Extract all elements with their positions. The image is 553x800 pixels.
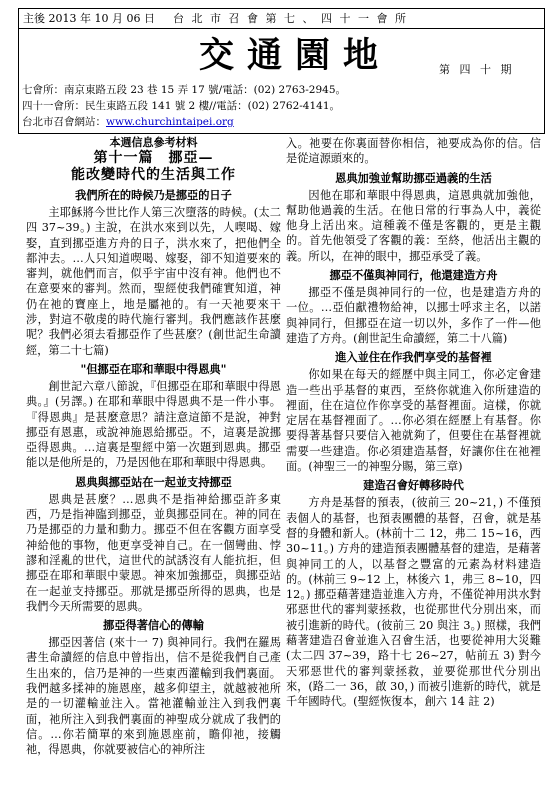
continued-paragraph: 入。祂要在你裏面替你相信，祂要成為你的信。信是從這源頭來的。 — [286, 137, 541, 166]
address-hall-41: 四十一會所：民生東路五段 141 號 2 樓//電話：(02) 2762-4141。 — [22, 100, 341, 112]
issue-number: 第 四 十 期 — [439, 63, 515, 76]
section-paragraph: 主耶穌將今世比作人第三次墮落的時候。(太二四 37~39。) 主說，在洪水來到以先，人喫喝、嫁娶，直到挪亞進方舟的日子，洪水來了，把他們全都沖去。…人只知道喫喝、嫁娶，卻不知道要來的審判，就他們而言，似乎宇宙中沒有神。他們也不在意要來的審判。然而，聖經使我們確實知道，神仍在祂的寶座上，地是屬祂的。有一天祂要來干涉，對這不敬虔的時代施行審判。我們應該作甚麼呢？我們必須去看挪亞作了些甚麼？(創世記生命讀經，第二十七篇) — [26, 206, 281, 357]
header-divider — [19, 28, 544, 29]
section-heading: 挪亞不僅與神同行，他還建造方舟 — [329, 269, 498, 283]
section-paragraph: 你如果在每天的經歷中與主同工，你必定會建造一些出乎基督的東西，至終你就進入你所建造的裡面，住在這位作你享受的基督裡面。這樣，你就定居在基督裡面了。…你必須在經歷上有基督。你要得著基督只要信入祂就夠了，但要住在基督裡就需要一些建造。你必須建造基督，好讓你住在祂裡面。(神聖三一的神聖分賜，第三章) — [286, 368, 541, 474]
reference-label: 本週信息參考材料 — [109, 136, 198, 149]
newsletter-header — [18, 8, 545, 134]
section-heading: 我們所在的時候乃是挪亞的日子 — [75, 189, 232, 202]
website-link[interactable]: www.churchintaipei.org — [106, 116, 234, 128]
address-hall-7: 七會所：南京東路五段 23 巷 15 弄 17 號/電話：(02) 2763-2945。 — [22, 84, 347, 96]
section-paragraph: 挪亞不僅是與神同行的一位，也是建造方舟的一位。…亞伯獻禮物給神，以挪士呼求主名，以諾與神同行，但挪亞在這一切以外，多作了一件—他建造了方舟。(創世記生命讀經，第二十八篇) — [286, 286, 541, 345]
left-column — [26, 136, 281, 758]
section-heading: 挪亞得著信心的傳輸 — [103, 619, 204, 633]
section-heading: 恩典與挪亞站在一起並支持挪亞 — [75, 475, 232, 489]
website-label: 台北市召會網站： — [22, 116, 106, 128]
section-paragraph: 方舟是基督的預表，(彼前三 20~21，) 不僅預表個人的基督，也預表團體的基督，召會，就是基督的身體和新人。(林前十二 12，弗二 15~16，西 30~11。) 方舟的建造預表團體基督的建造，是藉著與神同工的人，以基督之豐富的元素為材料建造的。(林前三 9~12 上，林後六 1，弗三 8~10，四 12。) 挪亞藉著建造並進入方舟，不僅從神用洪水對邪惡世代的審判蒙拯救，也從那世代分別出來，而被引進新的時代。(彼前三 20 與注 3。) 照樣，我們藉著建造召會並進入召會生活，也要從神用大災難 (太二四 37~39，路十七 26~27，帖前五 3) 對今天邪惡世代的審判蒙拯救，並要從那世代分別出來，(路二一 36，啟 30，) 而被引進新的時代，就是千年國時代。(聖經恢復本，創六 14 註 2) — [286, 496, 541, 709]
section-paragraph: 創世記六章八節說，『但挪亞在耶和華眼中得恩典。』(另譯。) 在耶和華眼中得恩典不是一件小事。『得恩典』是甚麼意思？請注意這節不是說，神對挪亞有恩惠，或說神施恩給挪亞。不，這裏是說挪亞得恩典。…這裏是聖經中第一次題到恩典。挪亞能以是他所是的，乃是因他在耶和華眼中得恩典。 — [26, 379, 281, 470]
lesson-title-line1: 第十一篇 挪亞— — [93, 150, 214, 166]
header-top-line — [23, 11, 541, 27]
website-line — [22, 115, 234, 129]
section-heading: 恩典加強並幫助挪亞過義的生活 — [335, 171, 492, 185]
section-heading: 進入並住在作我們享受的基督裡 — [335, 351, 492, 365]
church-name: 台 北 市 召 會 第 七 、 四 十 一 會 所 — [173, 12, 408, 25]
issue-date: 主後 2013 年 10 月 06 日 — [23, 12, 155, 25]
section-heading: 建造召會好轉移時代 — [363, 479, 464, 493]
lesson-title-line2: 能改變時代的生活與工作 — [71, 167, 236, 183]
section-paragraph: 恩典是甚麼？…恩典不是指神給挪亞許多東西，乃是指神臨到挪亞，並與挪亞同在。神的同在乃是挪亞的力量和動力。挪亞不但在客觀方面享受神給他的事物，他更享受神自己。在一個彎曲、悖謬和淫亂的世代，這世代的試誘沒有人能抗拒，但挪亞在耶和華眼中蒙恩。神來加強挪亞，與挪亞站在一起並支持挪亞。那就是挪亞所得的恩典，也是我們今天所需要的恩典。 — [26, 492, 281, 613]
masthead-title: 交通園地 — [199, 36, 392, 76]
section-paragraph: 挪亞因著信 (來十一 7) 與神同行。我們在羅馬書生命讀經的信息中曾指出，信不是從我們自己產生出來的，信乃是神的一些東西灌輸到我們裏面。我們越多揉神的施恩座，越多仰望主，就越被祂所是的一切灌輸並注入。當祂灌輸並注入到我們裏面，祂所注入到我們裏面的神聖成分就成了我們的信。…你若簡單的來到施恩座前，瞻仰祂，接觸祂，得恩典，你就要被信心的神所注 — [26, 636, 281, 757]
section-heading: "但挪亞在耶和華眼中得恩典" — [80, 362, 227, 376]
right-column — [286, 136, 541, 710]
section-paragraph: 因他在耶和華眼中得恩典，這恩典就加強他，幫助他過義的生活。在他日常的行事為人中，義從他身上活出來。這種義不僅是客觀的，更是主觀的。首先他領受了客觀的義：至終，他活出主觀的義。所以，在神的眼中，挪亞承受了義。 — [286, 188, 541, 263]
